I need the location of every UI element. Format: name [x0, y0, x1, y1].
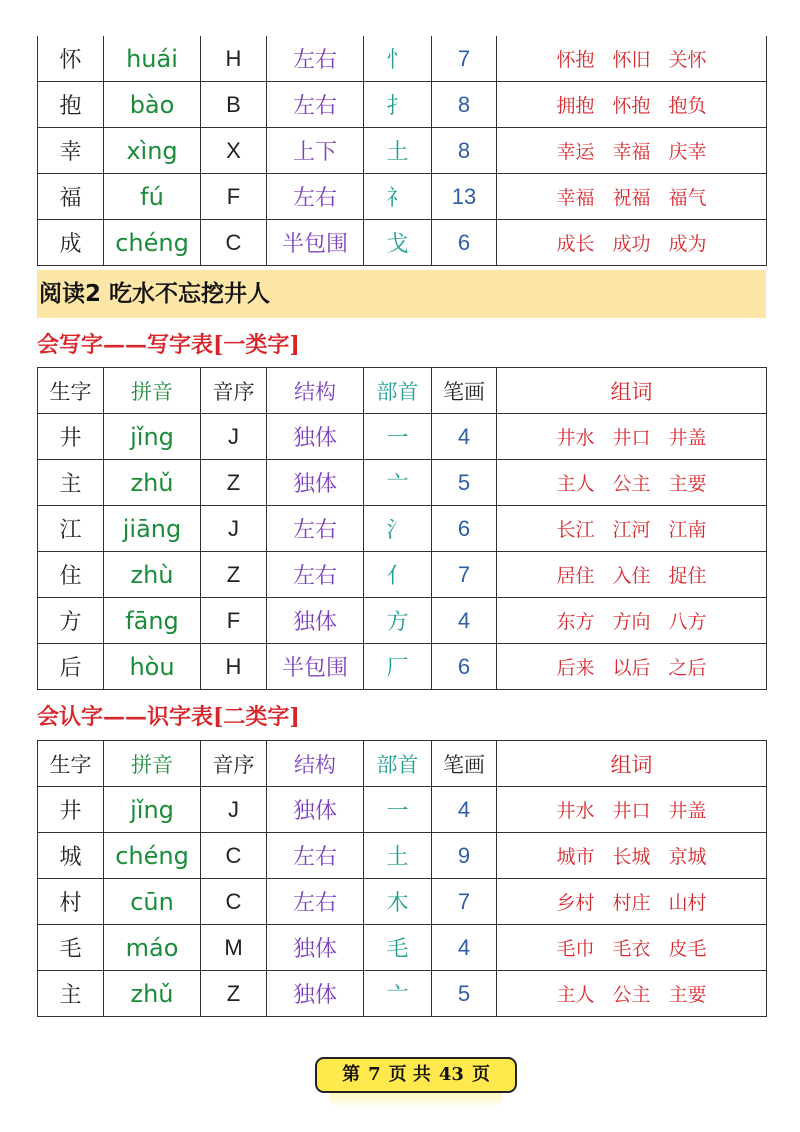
- page-prefix: 第: [342, 1064, 361, 1085]
- pinyin-cell: hòu: [104, 644, 201, 690]
- strokes-cell: 6: [432, 644, 497, 690]
- words-cell: 成长 成功 成为: [497, 220, 767, 266]
- radical-cell: 亻: [364, 552, 432, 598]
- structure-cell: 左右: [267, 552, 364, 598]
- recognize-characters-table: [37, 740, 767, 1017]
- words-cell: 后来 以后 之后: [497, 644, 767, 690]
- words-cell: 毛巾 毛衣 皮毛: [497, 925, 767, 971]
- table-row: [38, 174, 767, 220]
- header-order: 音序: [201, 368, 267, 414]
- header-structure: 结构: [267, 368, 364, 414]
- table-body: [38, 36, 767, 266]
- radical-cell: 氵: [364, 506, 432, 552]
- radical-cell: 一: [364, 787, 432, 833]
- header-char: 生字: [38, 741, 104, 787]
- footer-reflection: [330, 1093, 502, 1109]
- order-cell: Z: [201, 971, 267, 1017]
- header-structure: 结构: [267, 741, 364, 787]
- table-row: [38, 414, 767, 460]
- char-cell: 怀: [38, 36, 104, 82]
- table-header-row: [38, 368, 767, 414]
- char-cell: 主: [38, 971, 104, 1017]
- structure-cell: 独体: [267, 598, 364, 644]
- structure-cell: 独体: [267, 925, 364, 971]
- structure-cell: 左右: [267, 833, 364, 879]
- structure-cell: 左右: [267, 174, 364, 220]
- strokes-cell: 5: [432, 460, 497, 506]
- char-cell: 成: [38, 220, 104, 266]
- strokes-cell: 7: [432, 36, 497, 82]
- structure-cell: 独体: [267, 971, 364, 1017]
- header-strokes: 笔画: [432, 741, 497, 787]
- strokes-cell: 9: [432, 833, 497, 879]
- words-cell: 东方 方向 八方: [497, 598, 767, 644]
- structure-cell: 独体: [267, 414, 364, 460]
- char-cell: 主: [38, 460, 104, 506]
- table-row: [38, 220, 767, 266]
- header-strokes: 笔画: [432, 368, 497, 414]
- words-cell: 幸福 祝福 福气: [497, 174, 767, 220]
- table-row: [38, 644, 767, 690]
- header-order: 音序: [201, 741, 267, 787]
- order-cell: H: [201, 644, 267, 690]
- strokes-cell: 4: [432, 787, 497, 833]
- word-table-continued: [37, 36, 767, 266]
- words-cell: 怀抱 怀旧 关怀: [497, 36, 767, 82]
- table-row: [38, 787, 767, 833]
- order-cell: M: [201, 925, 267, 971]
- header-pinyin: 拼音: [104, 368, 201, 414]
- radical-cell: 方: [364, 598, 432, 644]
- write-characters-table: [37, 367, 767, 690]
- radical-cell: 礻: [364, 174, 432, 220]
- header-radical: 部首: [364, 368, 432, 414]
- strokes-cell: 6: [432, 220, 497, 266]
- total-pages-number: 43: [438, 1064, 464, 1085]
- table-row: [38, 552, 767, 598]
- radical-cell: 土: [364, 833, 432, 879]
- structure-cell: 半包围: [267, 644, 364, 690]
- words-cell: 城市 长城 京城: [497, 833, 767, 879]
- order-cell: B: [201, 82, 267, 128]
- page-indicator: [315, 1057, 517, 1093]
- order-cell: C: [201, 220, 267, 266]
- radical-cell: 亠: [364, 460, 432, 506]
- order-cell: C: [201, 879, 267, 925]
- pinyin-cell: zhù: [104, 552, 201, 598]
- header-pinyin: 拼音: [104, 741, 201, 787]
- radical-cell: 土: [364, 128, 432, 174]
- page-suffix: 页: [471, 1064, 490, 1085]
- char-cell: 村: [38, 879, 104, 925]
- radical-cell: 忄: [364, 36, 432, 82]
- table-row: [38, 82, 767, 128]
- pinyin-cell: chéng: [104, 833, 201, 879]
- pinyin-cell: fú: [104, 174, 201, 220]
- table-row: [38, 833, 767, 879]
- pinyin-cell: fāng: [104, 598, 201, 644]
- section-title-read: 会认字——识字表[二类字]: [37, 704, 300, 730]
- table-row: [38, 36, 767, 82]
- char-cell: 幸: [38, 128, 104, 174]
- header-radical: 部首: [364, 741, 432, 787]
- char-cell: 抱: [38, 82, 104, 128]
- words-cell: 主人 公主 主要: [497, 971, 767, 1017]
- pinyin-cell: jǐng: [104, 414, 201, 460]
- order-cell: H: [201, 36, 267, 82]
- strokes-cell: 4: [432, 414, 497, 460]
- structure-cell: 左右: [267, 879, 364, 925]
- order-cell: Z: [201, 460, 267, 506]
- structure-cell: 左右: [267, 82, 364, 128]
- char-cell: 福: [38, 174, 104, 220]
- radical-cell: 毛: [364, 925, 432, 971]
- table-body: [38, 368, 767, 690]
- strokes-cell: 13: [432, 174, 497, 220]
- pinyin-cell: bào: [104, 82, 201, 128]
- table-row: [38, 925, 767, 971]
- pinyin-cell: zhǔ: [104, 971, 201, 1017]
- radical-cell: 一: [364, 414, 432, 460]
- table-header-row: [38, 741, 767, 787]
- char-cell: 城: [38, 833, 104, 879]
- header-words: 组词: [497, 741, 767, 787]
- strokes-cell: 8: [432, 128, 497, 174]
- char-cell: 方: [38, 598, 104, 644]
- char-cell: 井: [38, 414, 104, 460]
- words-cell: 井水 井口 井盖: [497, 787, 767, 833]
- header-char: 生字: [38, 368, 104, 414]
- header-words: 组词: [497, 368, 767, 414]
- char-cell: 后: [38, 644, 104, 690]
- char-cell: 井: [38, 787, 104, 833]
- radical-cell: 戈: [364, 220, 432, 266]
- table-row: [38, 598, 767, 644]
- table-row: [38, 128, 767, 174]
- strokes-cell: 7: [432, 552, 497, 598]
- strokes-cell: 8: [432, 82, 497, 128]
- order-cell: F: [201, 598, 267, 644]
- table-row: [38, 460, 767, 506]
- strokes-cell: 5: [432, 971, 497, 1017]
- current-page-number: 7: [368, 1064, 381, 1085]
- strokes-cell: 6: [432, 506, 497, 552]
- char-cell: 毛: [38, 925, 104, 971]
- order-cell: J: [201, 506, 267, 552]
- words-cell: 乡村 村庄 山村: [497, 879, 767, 925]
- words-cell: 井水 井口 井盖: [497, 414, 767, 460]
- pinyin-cell: zhǔ: [104, 460, 201, 506]
- pinyin-cell: jiāng: [104, 506, 201, 552]
- section-title-write: 会写字——写字表[一类字]: [37, 332, 300, 358]
- structure-cell: 上下: [267, 128, 364, 174]
- structure-cell: 左右: [267, 506, 364, 552]
- strokes-cell: 4: [432, 598, 497, 644]
- lesson-title: 阅读2 吃水不忘挖井人: [37, 270, 766, 318]
- order-cell: X: [201, 128, 267, 174]
- words-cell: 拥抱 怀抱 抱负: [497, 82, 767, 128]
- pinyin-cell: jǐng: [104, 787, 201, 833]
- pinyin-cell: chéng: [104, 220, 201, 266]
- structure-cell: 独体: [267, 460, 364, 506]
- structure-cell: 半包围: [267, 220, 364, 266]
- pinyin-cell: máo: [104, 925, 201, 971]
- order-cell: C: [201, 833, 267, 879]
- char-cell: 江: [38, 506, 104, 552]
- table-row: [38, 879, 767, 925]
- strokes-cell: 4: [432, 925, 497, 971]
- order-cell: J: [201, 787, 267, 833]
- table-row: [38, 506, 767, 552]
- structure-cell: 独体: [267, 787, 364, 833]
- page-mid-text: 页 共: [388, 1064, 431, 1085]
- words-cell: 居住 入住 捉住: [497, 552, 767, 598]
- order-cell: J: [201, 414, 267, 460]
- order-cell: F: [201, 174, 267, 220]
- pinyin-cell: huái: [104, 36, 201, 82]
- radical-cell: 亠: [364, 971, 432, 1017]
- radical-cell: 木: [364, 879, 432, 925]
- words-cell: 主人 公主 主要: [497, 460, 767, 506]
- table-row: [38, 971, 767, 1017]
- strokes-cell: 7: [432, 879, 497, 925]
- pinyin-cell: cūn: [104, 879, 201, 925]
- pinyin-cell: xìng: [104, 128, 201, 174]
- radical-cell: 扌: [364, 82, 432, 128]
- radical-cell: 厂: [364, 644, 432, 690]
- char-cell: 住: [38, 552, 104, 598]
- order-cell: Z: [201, 552, 267, 598]
- structure-cell: 左右: [267, 36, 364, 82]
- words-cell: 长江 江河 江南: [497, 506, 767, 552]
- words-cell: 幸运 幸福 庆幸: [497, 128, 767, 174]
- table-body: [38, 741, 767, 1017]
